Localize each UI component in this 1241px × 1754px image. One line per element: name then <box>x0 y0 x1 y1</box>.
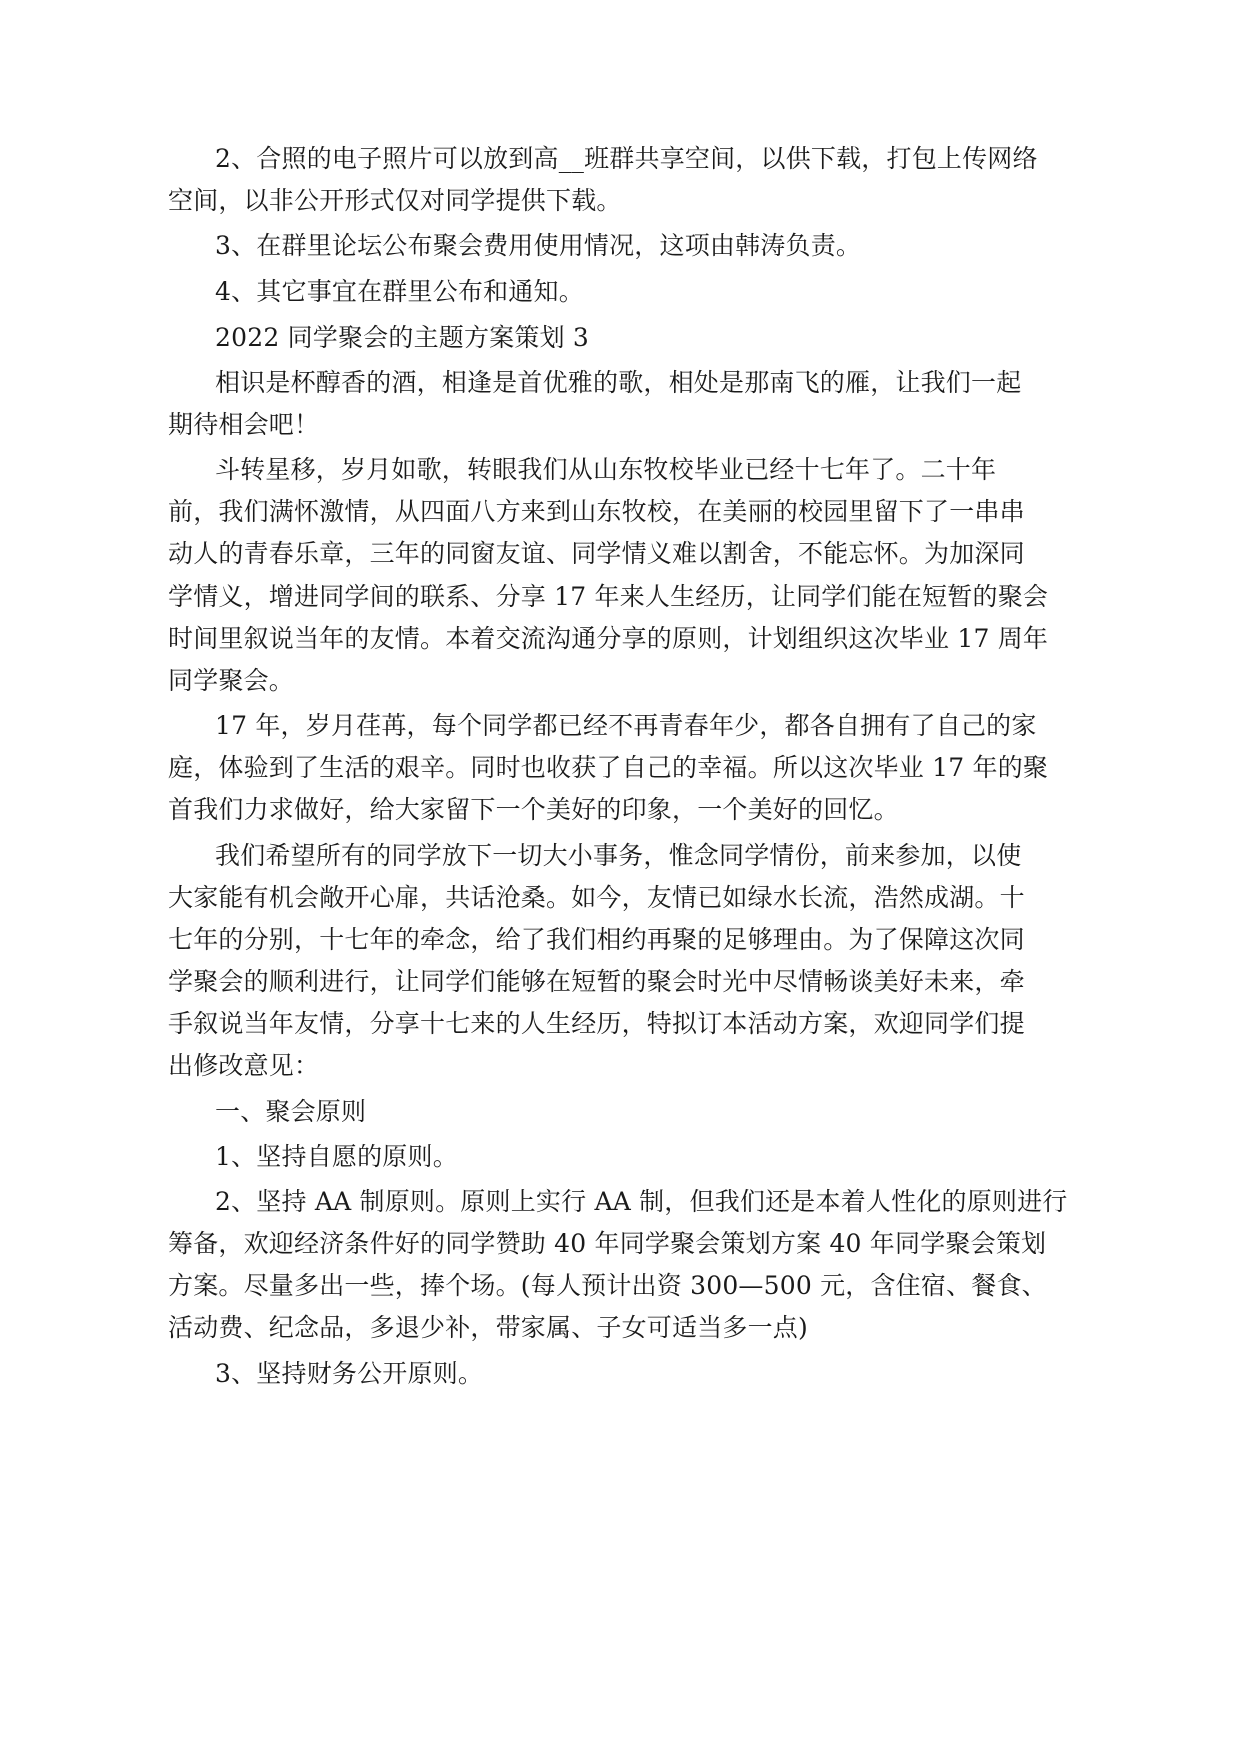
text-line: 出修改意见： <box>168 1051 320 1080</box>
text-line: 同学聚会。 <box>168 666 295 695</box>
section-heading: 一、聚会原则 <box>215 1097 367 1126</box>
text-line: 2、坚持 AA 制原则。原则上实行 AA 制，但我们还是本着人性化的原则进行 <box>215 1187 1068 1216</box>
text-line: 方案。尽量多出一些，捧个场。(每人预计出资 300—500 元，含住宿、餐食、 <box>168 1271 1047 1300</box>
text-line: 活动费、纪念品，多退少补，带家属、子女可适当多一点) <box>168 1313 808 1342</box>
text-line: 斗转星移，岁月如歌，转眼我们从山东牧校毕业已经十七年了。二十年 <box>215 455 997 484</box>
text-line: 期待相会吧！ <box>168 410 320 439</box>
text-line: 前，我们满怀激情，从四面八方来到山东牧校，在美丽的校园里留下了一串串 <box>168 497 1025 526</box>
text-line: 手叙说当年友情，分享十七来的人生经历，特拟订本活动方案，欢迎同学们提 <box>168 1009 1025 1038</box>
text-line: 2、合照的电子照片可以放到高__班群共享空间，以供下载，打包上传网络 <box>215 144 1038 173</box>
text-line: 相识是杯醇香的酒，相逢是首优雅的歌，相处是那南飞的雁，让我们一起 <box>215 368 1022 397</box>
text-line: 动人的青春乐章，三年的同窗友谊、同学情义难以割舍，不能忘怀。为加深同 <box>168 539 1025 568</box>
text-line: 学聚会的顺利进行，让同学们能够在短暂的聚会时光中尽情畅谈美好未来，牵 <box>168 967 1025 996</box>
text-line: 我们希望所有的同学放下一切大小事务，惟念同学情份，前来参加，以使 <box>215 841 1022 870</box>
text-line: 首我们力求做好，给大家留下一个美好的印象，一个美好的回忆。 <box>168 795 899 824</box>
text-line: 大家能有机会敞开心扉，共话沧桑。如今，友情已如绿水长流，浩然成湖。十 <box>168 883 1025 912</box>
text-line: 1、坚持自愿的原则。 <box>215 1142 458 1171</box>
text-line: 17 年，岁月荏苒，每个同学都已经不再青春年少，都各自拥有了自己的家 <box>215 711 1037 740</box>
text-line: 3、在群里论坛公布聚会费用使用情况，这项由韩涛负责。 <box>215 231 862 260</box>
text-line: 学情义，增进同学间的联系、分享 17 年来人生经历，让同学们能在短暂的聚会 <box>168 582 1049 611</box>
text-line: 筹备，欢迎经济条件好的同学赞助 40 年同学聚会策划方案 40 年同学聚会策划 <box>168 1229 1047 1258</box>
text-line: 时间里叙说当年的友情。本着交流沟通分享的原则，计划组织这次毕业 17 周年 <box>168 624 1049 653</box>
text-line: 空间，以非公开形式仅对同学提供下载。 <box>168 186 622 215</box>
text-line: 4、其它事宜在群里公布和通知。 <box>215 277 584 306</box>
text-line: 七年的分别，十七年的牵念，给了我们相约再聚的足够理由。为了保障这次同 <box>168 925 1025 954</box>
section-heading: 2022 同学聚会的主题方案策划 3 <box>215 323 590 352</box>
text-line: 庭，体验到了生活的艰辛。同时也收获了自己的幸福。所以这次毕业 17 年的聚 <box>168 753 1049 782</box>
text-line: 3、坚持财务公开原则。 <box>215 1359 484 1388</box>
